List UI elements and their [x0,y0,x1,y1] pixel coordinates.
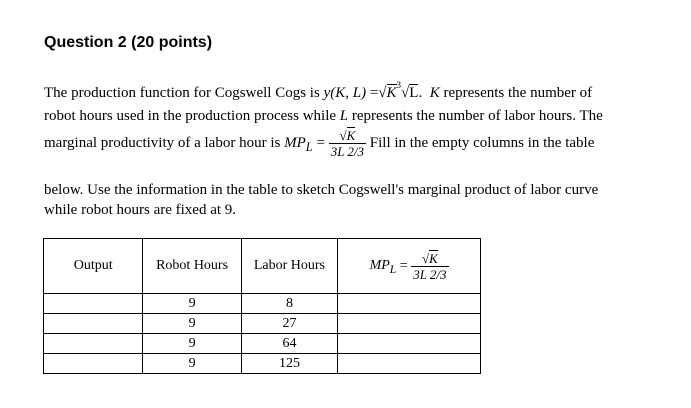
variable-l: L [409,85,419,101]
cell-robot-hours: 9 [143,314,241,334]
mpl-table [43,238,481,374]
text-fragment: Fill in the empty columns in the table [369,134,595,151]
question-title: Question 2 (20 points) [44,34,213,51]
mpl-fraction [329,128,366,159]
paragraph-line-4: below. Use the information in the table to sketch Cogswell's marginal product of labor curve [44,182,599,198]
variable-l: L [339,108,349,124]
cell-output[interactable] [44,354,143,374]
paragraph-line-2 [44,108,603,125]
mpl-label: $MP_L$ [369,258,397,277]
cell-robot-hours: 9 [143,294,241,314]
equals-sign: = [399,258,408,274]
header-mpl [338,239,481,294]
cell-mpl[interactable] [338,354,481,374]
cell-robot-hours: 9 [143,334,241,354]
mpl-numerator: √K [329,128,366,144]
header-labor-hours: Labor Hours [241,239,337,294]
cell-output[interactable] [44,334,143,354]
table-row [44,314,481,334]
cell-labor-hours: 8 [241,294,337,314]
text-fragment: The production function for Cogswell Cogs is [44,85,320,101]
paragraph-line-5: while robot hours are fixed at 9. [44,202,237,218]
mpl-numerator: √K [411,251,448,267]
mpl-subscript: L [305,139,313,154]
table-row [44,294,481,314]
cell-labor-hours: 125 [241,354,337,374]
mpl-fraction [411,251,448,282]
table-header-row [44,239,481,294]
variable-k: K [386,85,397,101]
text-fragment: marginal productivity of a labor hour is [44,134,281,151]
cell-output[interactable] [44,294,143,314]
table-row [44,354,481,374]
cell-output[interactable] [44,314,143,334]
mpl-denominator: 3L 2/3 [413,266,447,282]
cell-mpl[interactable] [338,294,481,314]
equals-sign: = [369,85,379,101]
text-fragment: robot hours used in the production process while [44,108,337,124]
cube-root-index: 3 [396,80,402,90]
header-output: Output [44,239,143,294]
cell-robot-hours: 9 [143,354,241,374]
cell-labor-hours: 64 [241,334,337,354]
sqrt-symbol: √ [378,85,387,101]
cell-labor-hours: 27 [241,314,337,334]
paragraph-line-3 [44,128,594,159]
cell-mpl[interactable] [338,314,481,334]
variable-k: K [429,85,440,101]
header-robot-hours: Robot Hours [143,239,241,294]
sqrt-symbol: √ [401,85,410,101]
table-row [44,334,481,354]
cell-mpl[interactable] [338,334,481,354]
text-fragment: represents the number of labor hours. The [351,108,603,124]
mpl-denominator: 3L 2/3 [330,144,365,159]
equals-sign: = [316,134,325,151]
mpl-label: $MP_L$ [284,134,313,154]
production-function-lhs: y(K, L) [323,85,367,101]
paragraph-line-1 [44,80,593,102]
period: . [418,85,423,101]
text-fragment: represents the number of [443,85,593,101]
